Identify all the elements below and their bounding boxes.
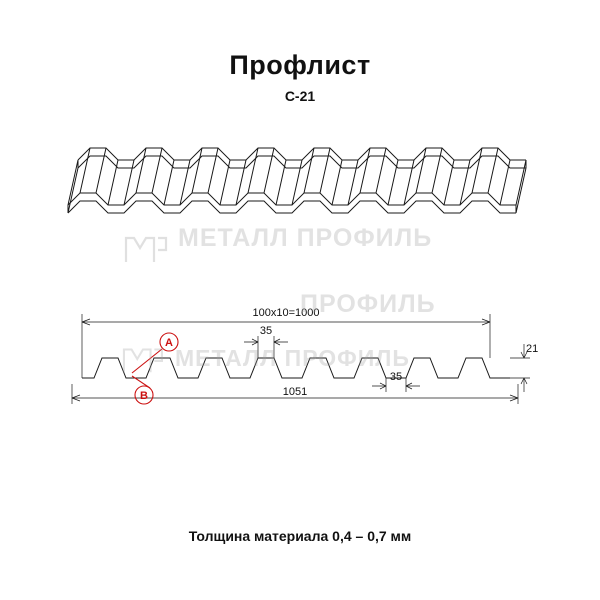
watermark-text-1: МЕТАЛЛ ПРОФИЛЬ <box>178 224 433 252</box>
watermark-text-2: ПРОФИЛЬ <box>300 290 436 318</box>
callout-b <box>132 376 153 404</box>
dim-rib-top: 35 <box>259 325 273 337</box>
page-title: Профлист <box>229 50 371 80</box>
isometric-corrugated-sheet <box>60 120 540 250</box>
material-thickness-note: Толщина материала 0,4 – 0,7 мм <box>188 528 412 544</box>
callout-a <box>132 333 178 373</box>
dim-rib-bottom: 35 <box>389 371 403 383</box>
callout-a-label: A <box>165 337 173 349</box>
dim-total-width: 1051 <box>282 386 308 398</box>
dim-height: 21 <box>526 343 539 355</box>
dim-working-width: 100х10=1000 <box>252 307 320 319</box>
callout-b-label: B <box>140 390 148 402</box>
watermark-text-3: МЕТАЛЛ ПРОФИЛЬ <box>175 345 410 371</box>
profile-cross-section <box>60 300 540 430</box>
page-subtitle: С-21 <box>284 88 316 104</box>
